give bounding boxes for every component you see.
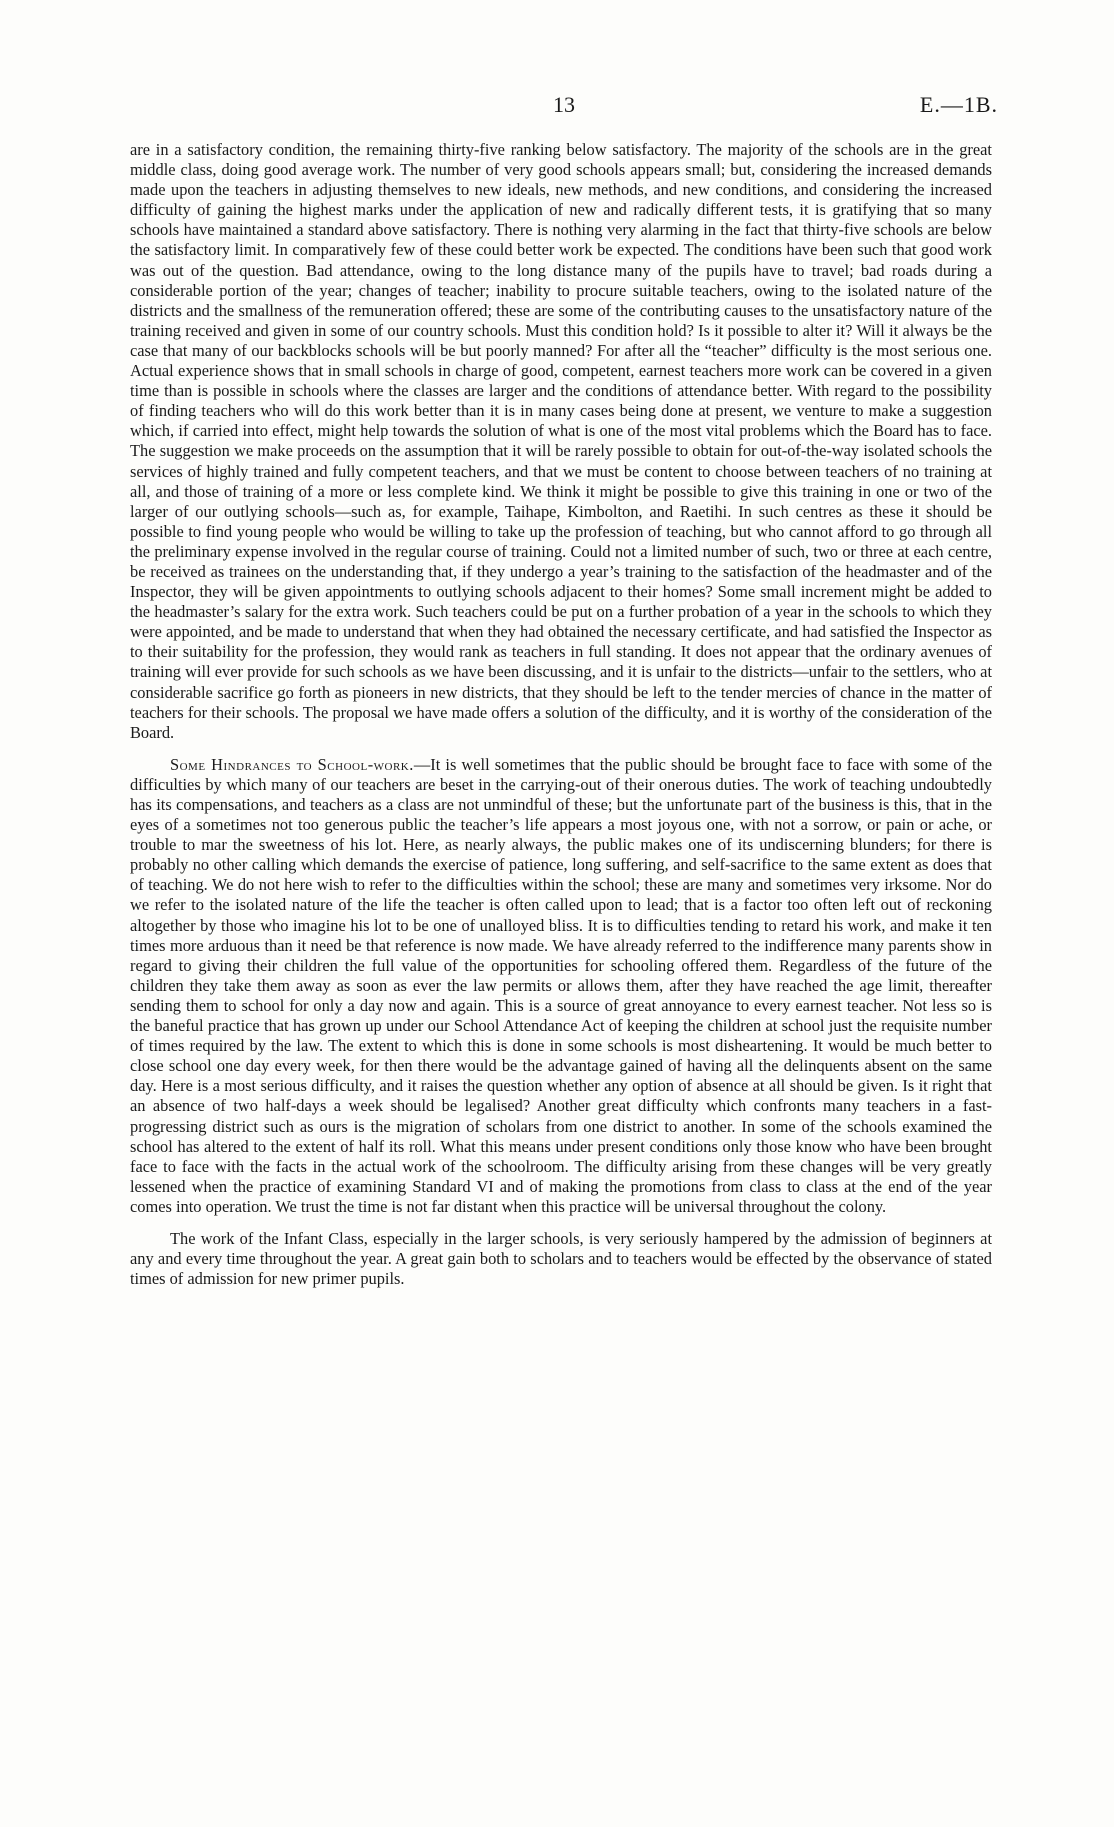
document-reference: E.—1B. — [919, 92, 998, 117]
body-text — [130, 140, 992, 1289]
paragraph-text: —It is well sometimes that the public should be brought face to face with some of the difficulties by which many of our teachers are beset in the carrying-out of their onerous duties. The work of teaching undoubtedly has its compensations, and teachers as a class are not unmindful of these; but the unfortunate part of the business is this, that in the eyes of a sometimes not too generous public the teacher’s life appears a most joyous one, with not a sorrow, or pain or ache, or trouble to mar the sweetness of his lot. Here, as nearly always, the public makes one of its undiscerning blunders; for there is probably no other calling which demands the exercise of patience, long suffering, and self-sacrifice to the same extent as does that of teaching. We do not here wish to refer to the difficulties within the school; these are many and sometimes very irksome. Nor do we refer to the isolated nature of the life the teacher is often called upon to lead; that is a factor too often left out of reckoning altogether by those who imagine his lot to be one of unalloyed bliss. It is to difficulties tending to retard his work, and make it ten times more arduous than it need be that reference is now made. We have already referred to the indifference many parents show in regard to giving their children the full value of the opportunities for schooling offered them. Regardless of the future of the children they take them away as soon as ever the law permits or allows them, after they have reached the age limit, thereafter sending them to school for only a day now and again. This is a source of great annoyance to every earnest teacher. Not less so is the baneful practice that has grown up under our School Attendance Act of keeping the children at school just the requisite number of times required by the law. The extent to which this is done in some schools is most disheartening. It would be much better to close school one day every week, for then there would be the advantage gained of having all the delinquents absent on the same day. Here is a most serious difficulty, and it raises the question whether any option of absence at all should be given. Is it right that an absence of two half-days a week should be legalised? Another great difficulty which confronts many teachers in a fast-progressing district such as ours is the migration of scholars from one district to another. In some of the schools examined the school has altered to the extent of half its roll. What this means under present conditions only those know who have been brought face to face with the facts in the actual work of the schoolroom. The difficulty arising from these changes will be very greatly lessened when the practice of examining Standard VI and of making the promotions from class to class at the end of the year comes into operation. We trust the time is not far distant when this practice will be universal throughout the colony. — [130, 754, 992, 1216]
page-number: 13 — [553, 92, 575, 117]
section-heading: Some Hindrances to School-work. — [170, 754, 414, 774]
paragraph-infant-class — [130, 1229, 992, 1289]
paragraph-text: The work of the Infant Class, especially in the larger schools, is very seriously hampered by the admission of beginners at any and every time throughout the year. A great gain both to scholars and to teachers would be effected by the observance of stated times of admission for new primer pupils. — [130, 1228, 992, 1289]
paragraph-text: are in a satisfactory condition, the remaining thirty-five ranking below satisfactory. The majority of the schools are in the great middle class, doing good average work. The number of very good schools appears small; but, considering the increased demands made upon the teachers in adjusting themselves to new ideals, new methods, and new conditions, and considering the increased difficulty of gaining the highest marks under the application of new and radically different tests, it is gratifying that so many schools have maintained a standard above satisfactory. There is nothing very alarming in the fact that thirty-five schools are below the satisfactory limit. In comparatively few of these could better work be expected. The conditions have been such that good work was out of the question. Bad attendance, owing to the long distance many of the pupils have to travel; bad roads during a considerable portion of the year; changes of teacher; inability to procure suitable teachers, owing to the isolated nature of the districts and the smallness of the remuneration offered; these are some of the contributing causes to the unsatisfactory nature of the training received and given in some of our country schools. Must this condition hold? Is it possible to alter it? Will it always be the case that many of our backblocks schools will be but poorly manned? For after all the “teacher” difficulty is the most serious one. Actual experience shows that in small schools in charge of good, competent, earnest teachers more work can be covered in a given time than is possible in schools where the classes are larger and the conditions of attendance better. With regard to the possibility of finding teachers who will do this work better than it is in many cases being done at present, we venture to make a suggestion which, if carried into effect, might help towards the solution of what is one of the most vital problems which the Board has to face. The suggestion we make proceeds on the assumption that it will be rarely possible to obtain for out-of-the-way isolated schools the services of highly trained and fully competent teachers, and that we must be content to choose between teachers of no training at all, and those of training of a more or less complete kind. We think it might be possible to give this training in one or two of the larger of our outlying schools—such as, for example, Taihape, Kimbolton, and Raetihi. In such centres as these it should be possible to find young people who would be willing to take up the profession of teaching, but who cannot afford to go through all the preliminary expense involved in the regular course of training. Could not a limited number of such, two or three at each centre, be received as trainees on the understanding that, if they undergo a year’s training to the satisfaction of the headmaster and of the Inspector, they will be given appointments to outlying schools adjacent to their homes? Some small increment might be added to the headmaster’s salary for the extra work. Such teachers could be put on a further probation of a year in the schools to which they were appointed, and be made to understand that when they had obtained the necessary certificate, and had satisfied the Inspector as to their suitability for the profession, they would rank as teachers in full standing. It does not appear that the ordinary avenues of training will ever provide for such schools as we have been discussing, and it is unfair to the districts—unfair to the settlers, who at considerable sacrifice go forth as pioneers in new districts, that they should be left to the tender mercies of chance in the matter of teachers for their schools. The proposal we have made offers a solution of the difficulty, and it is worthy of the consideration of the Board. — [130, 140, 992, 742]
page-header — [130, 92, 998, 122]
paragraph-continuation — [130, 140, 992, 743]
paragraph-hindrances — [130, 755, 992, 1217]
